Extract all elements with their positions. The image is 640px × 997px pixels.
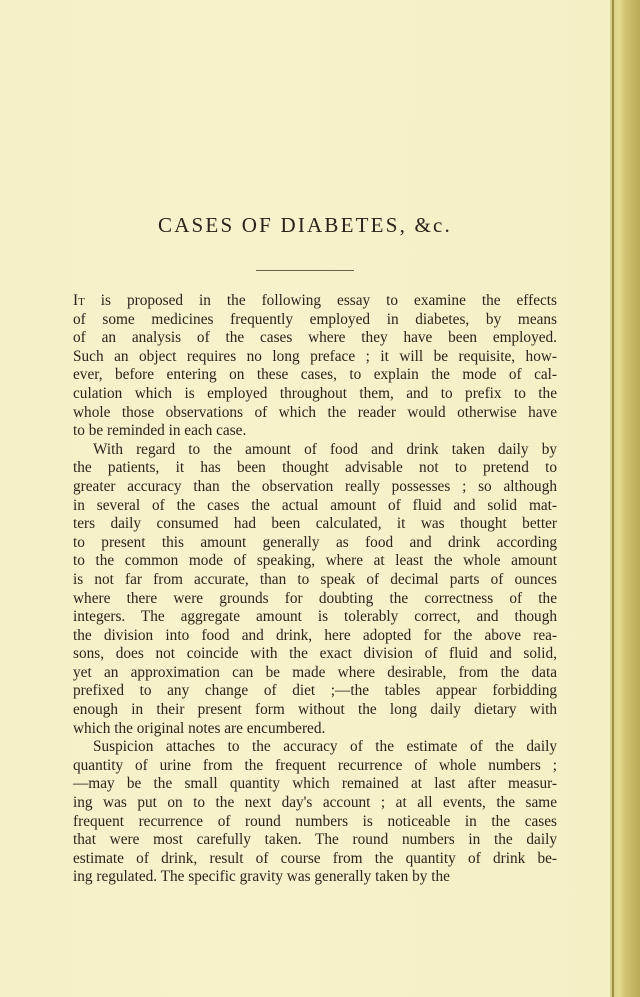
paragraph	[73, 441, 557, 739]
paragraph	[73, 292, 557, 441]
text-line: which the original notes are encumbered.	[73, 719, 326, 737]
text-line: enough in their present form without the long daily dietary with	[73, 701, 557, 719]
text-line: Suspicion attaches to the accuracy of the estimate of the daily	[93, 738, 557, 756]
text-line: the division into food and drink, here adopted for the above rea-	[73, 626, 557, 644]
text-line: greater accuracy than the observation really possesses ; so although	[73, 477, 557, 495]
text-line: integers. The aggregate amount is tolerably correct, and though	[73, 608, 557, 626]
text-line: ing regulated. The specific gravity was generally taken by the	[73, 868, 450, 886]
text-line: is not far from accurate, than to speak of decimal parts of ounces	[73, 570, 557, 588]
title-rule	[256, 270, 354, 271]
text-line: estimate of drink, result of course from the quantity of drink be-	[73, 849, 557, 867]
text-line: to the common mode of speaking, where at least the whole amount	[73, 552, 557, 570]
chapter-title: CASES OF DIABETES, &c.	[157, 213, 452, 237]
text-line: quantity of urine from the frequent recurrence of whole numbers ;	[73, 756, 557, 774]
text-line: that were most carefully taken. The round numbers in the daily	[73, 831, 557, 849]
text-line: of some medicines frequently employed in diabetes, by means	[73, 310, 557, 328]
text-line: yet an approximation can be made where desirable, from the data	[73, 663, 557, 681]
text-line: With regard to the amount of food and drink taken daily by	[93, 440, 557, 458]
text-line: in several of the cases the actual amount of fluid and solid mat-	[73, 496, 557, 514]
binding-line	[612, 0, 614, 997]
paragraph	[73, 738, 557, 887]
text-line: prefixed to any change of diet ;—the tables appear forbidding	[73, 682, 557, 700]
text-line: to present this amount generally as food and drink according	[73, 533, 557, 551]
body-text	[73, 292, 557, 887]
text-line: whole those observations of which the reader would otherwise have	[73, 403, 557, 421]
text-line: Such an object requires no long preface ; it will be requisite, how-	[73, 347, 557, 365]
text-line: where there were grounds for doubting the correctness of the	[73, 589, 557, 607]
page-edge	[610, 0, 640, 997]
text-line: ever, before entering on these cases, to explain the mode of cal-	[73, 366, 557, 384]
text-line: frequent recurrence of round numbers is noticeable in the cases	[73, 812, 557, 830]
text-line: the patients, it has been thought advisable not to pretend to	[73, 459, 557, 477]
text-line: It is proposed in the following essay to examine the effects	[73, 292, 557, 309]
text-line: ing was put on to the next day's account ; at all events, the same	[73, 794, 557, 812]
text-line: —may be the small quantity which remained at last after measur-	[73, 775, 557, 793]
text-line: of an analysis of the cases where they have been employed.	[73, 329, 557, 347]
text-line: ters daily consumed had been calculated, it was thought better	[73, 515, 557, 533]
text-line: culation which is employed throughout them, and to prefix to the	[73, 384, 557, 402]
text-line: to be reminded in each case.	[73, 422, 247, 440]
text-line: sons, does not coincide with the exact division of fluid and solid,	[73, 645, 557, 663]
